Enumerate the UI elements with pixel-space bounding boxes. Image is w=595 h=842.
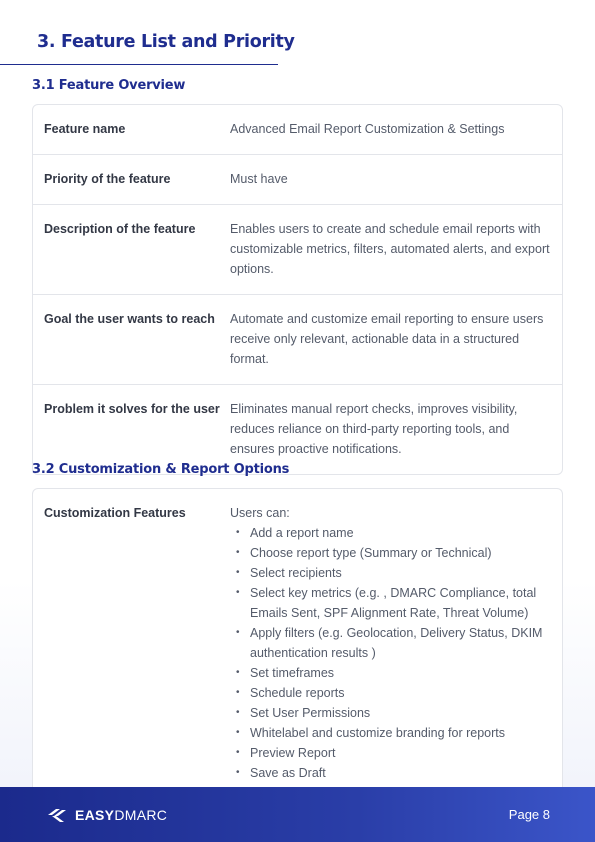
row-label: Priority of the feature <box>44 172 171 186</box>
list-item: • Preview Report <box>236 743 551 763</box>
row-value: Enables users to create and schedule email reports with customizable metrics, filters, automated alerts, and export options. <box>230 222 550 276</box>
table-row <box>33 489 562 798</box>
table-row <box>33 105 562 155</box>
table-row <box>33 155 562 205</box>
customization-options-heading: 3.2 Customization & Report Options <box>32 462 290 477</box>
page-number: Page 8 <box>508 807 550 822</box>
list-item: • Schedule reports <box>236 683 551 703</box>
feature-overview-heading: 3.1 Feature Overview <box>32 78 186 93</box>
title-underline <box>0 64 278 65</box>
page-footer <box>0 787 595 842</box>
list-item: • Set User Permissions <box>236 703 551 723</box>
row-value: Must have <box>230 172 288 186</box>
list-item: • Save as Draft <box>236 763 551 783</box>
list-item: • Add a report name <box>236 523 551 543</box>
brand-name-regular: DMARC <box>114 807 168 823</box>
row-value <box>230 503 551 783</box>
row-label: Customization Features <box>44 506 186 520</box>
list-item: • Select key metrics (e.g. , DMARC Compliance, total Emails Sent, SPF Alignment Rate, Threat Volume) <box>236 583 551 623</box>
brand-logo <box>46 807 167 823</box>
easydmarc-logo-icon <box>46 807 70 823</box>
table-row <box>33 385 562 474</box>
table-row <box>33 295 562 385</box>
row-label: Description of the feature <box>44 222 196 236</box>
feature-list <box>230 523 551 783</box>
brand-name <box>75 807 167 823</box>
table-row <box>33 205 562 295</box>
list-intro: Users can: <box>230 506 290 520</box>
row-label: Feature name <box>44 122 126 136</box>
feature-overview-table <box>32 104 563 475</box>
row-value: Eliminates manual report checks, improves visibility, reduces reliance on third-party reporting tools, and ensures proactive notifications. <box>230 402 518 456</box>
list-item: • Set timeframes <box>236 663 551 683</box>
list-item: • Apply filters (e.g. Geolocation, Delivery Status, DKIM authentication results ) <box>236 623 551 663</box>
row-value: Automate and customize email reporting to ensure users receive only relevant, actionable data in a structured format. <box>230 312 544 366</box>
list-item: • Whitelabel and customize branding for reports <box>236 723 551 743</box>
brand-name-bold: EASY <box>75 807 115 823</box>
row-label: Problem it solves for the user <box>44 402 220 416</box>
list-item: • Select recipients <box>236 563 551 583</box>
row-label: Goal the user wants to reach <box>44 312 215 326</box>
customization-options-table <box>32 488 563 808</box>
list-item: • Choose report type (Summary or Technical) <box>236 543 551 563</box>
section-title: 3. Feature List and Priority <box>37 32 295 52</box>
row-value: Advanced Email Report Customization & Settings <box>230 122 505 136</box>
